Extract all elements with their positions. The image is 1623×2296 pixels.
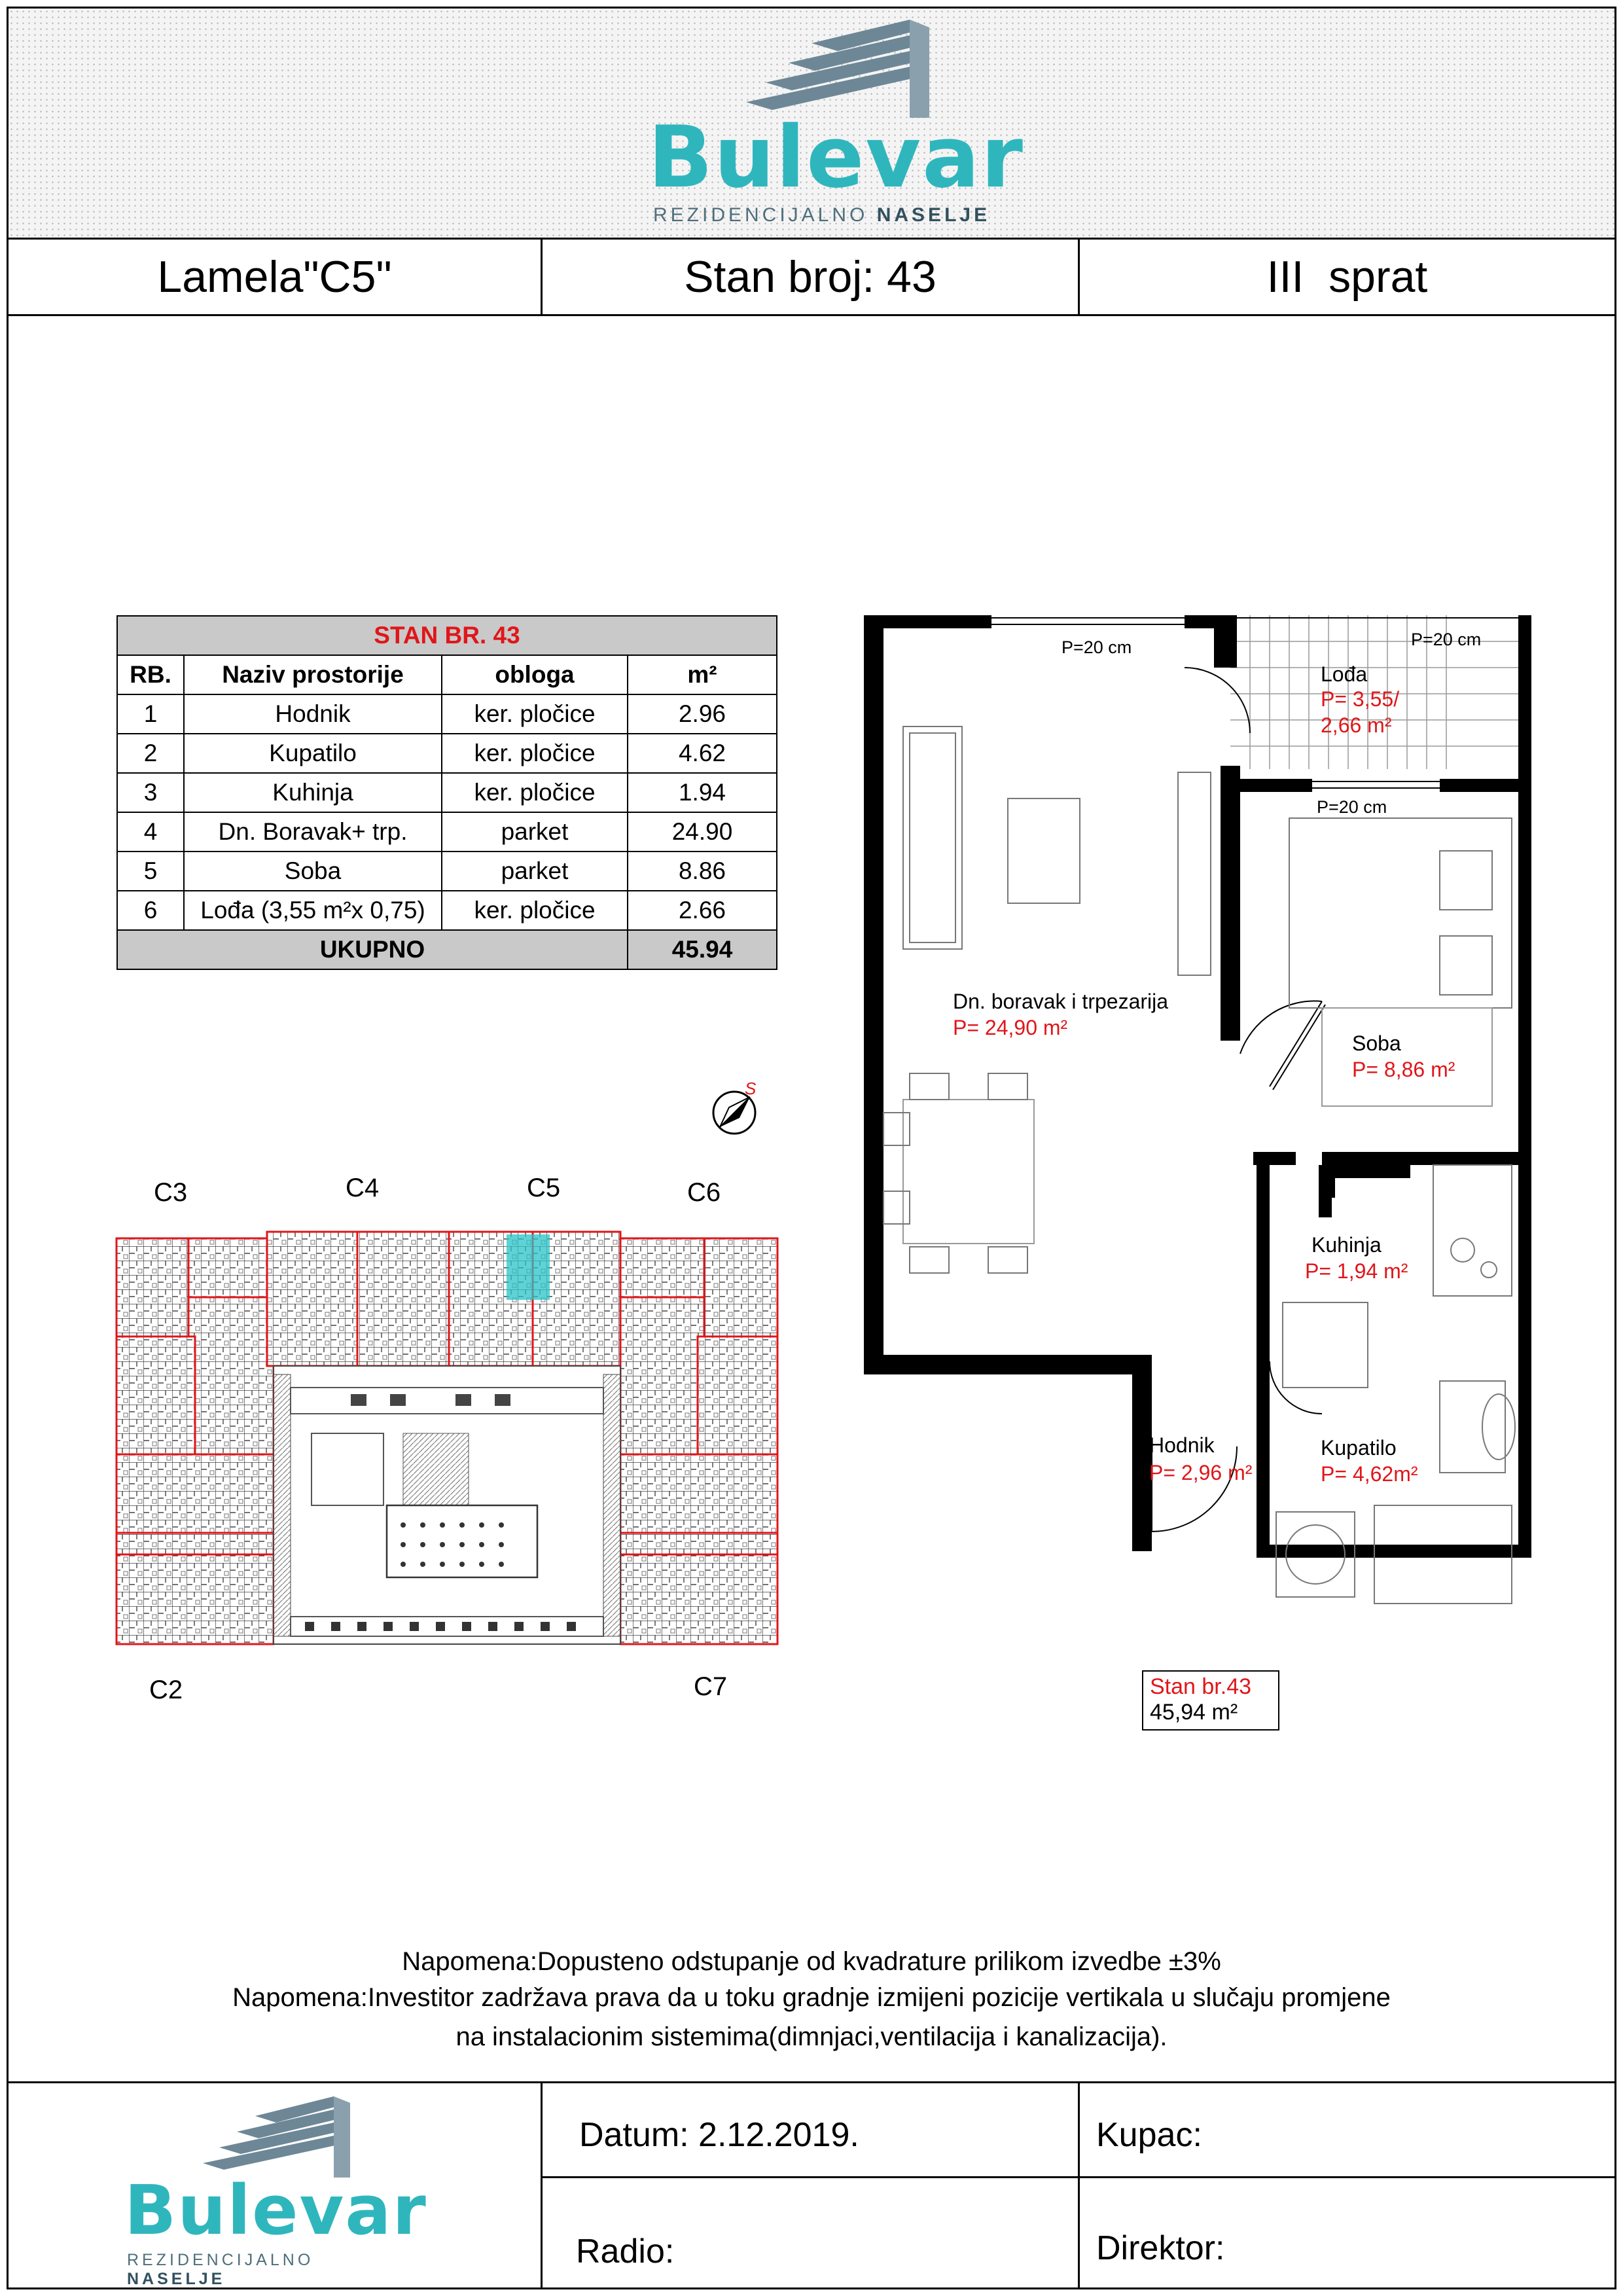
col-m2: m² bbox=[628, 655, 777, 694]
note-1: Napomena:Dopusteno odstupanje od kvadrature prilikom izvedbe ±3% bbox=[402, 1947, 1221, 1976]
cell-naziv: Lođa (3,55 m²x 0,75) bbox=[184, 891, 442, 930]
room-soba-name: Soba bbox=[1352, 1031, 1401, 1055]
footer-brand-subtitle-right: NASELJE bbox=[127, 2270, 226, 2288]
footer-logo bbox=[124, 2091, 427, 2288]
lamela-title: Lamela"C5" bbox=[157, 252, 392, 302]
divider bbox=[7, 2081, 1616, 2083]
room-loda-area-2: 2,66 m² bbox=[1321, 713, 1392, 737]
footer-brand-name: Bulevar bbox=[124, 2170, 427, 2250]
cell-m2: 1.94 bbox=[628, 773, 777, 812]
sill-label-3: P=20 cm bbox=[1317, 797, 1387, 817]
divider bbox=[1078, 2081, 1080, 2289]
rooms-table bbox=[116, 615, 777, 970]
label-c2: C2 bbox=[149, 1676, 183, 1704]
room-loda-name: Lođa bbox=[1321, 662, 1368, 686]
room-kupatilo-area: P= 4,62m² bbox=[1321, 1462, 1418, 1486]
room-kupatilo-name: Kupatilo bbox=[1321, 1436, 1397, 1460]
room-hodnik-area: P= 2,96 m² bbox=[1149, 1461, 1253, 1484]
note-3: na instalacionim sistemima(dimnjaci,ventilacija i kanalizacija). bbox=[455, 2022, 1168, 2051]
cell-rb: 4 bbox=[117, 812, 184, 852]
cell-naziv: Kuhinja bbox=[184, 773, 442, 812]
table-row bbox=[117, 812, 777, 852]
cell-m2: 2.66 bbox=[628, 891, 777, 930]
summary-title: Stan br.43 bbox=[1150, 1674, 1252, 1699]
table-title: STAN BR. 43 bbox=[117, 616, 777, 655]
footer-direktor: Direktor: bbox=[1096, 2229, 1225, 2267]
label-c6: C6 bbox=[687, 1178, 721, 1207]
table-header-row bbox=[117, 655, 777, 694]
brand-logo bbox=[648, 13, 1024, 236]
apartment-summary-box bbox=[1142, 1670, 1279, 1731]
room-hodnik-name: Hodnik bbox=[1149, 1433, 1215, 1457]
table-row bbox=[117, 891, 777, 930]
summary-area: 45,94 m² bbox=[1150, 1700, 1238, 1725]
table-row bbox=[117, 734, 777, 773]
table-row bbox=[117, 852, 777, 891]
site-plan bbox=[115, 1217, 780, 1662]
cell-m2: 4.62 bbox=[628, 734, 777, 773]
sill-label-2: P=20 cm bbox=[1411, 630, 1482, 649]
table-total-row bbox=[117, 930, 777, 969]
cell-obloga: ker. pločice bbox=[442, 694, 628, 734]
col-obloga: obloga bbox=[442, 655, 628, 694]
building-logo-icon bbox=[124, 2091, 412, 2183]
sill-label-1: P=20 cm bbox=[1061, 637, 1132, 657]
room-loda-area-1: P= 3,55/ bbox=[1321, 687, 1400, 711]
cell-naziv: Hodnik bbox=[184, 694, 442, 734]
sprat-title: III sprat bbox=[1266, 252, 1428, 302]
col-rb: RB. bbox=[117, 655, 184, 694]
brand-subtitle-left: REZIDENCIJALNO bbox=[653, 204, 868, 226]
footer-datum: Datum: 2.12.2019. bbox=[579, 2116, 859, 2154]
table-row bbox=[117, 773, 777, 812]
cell-obloga: ker. pločice bbox=[442, 891, 628, 930]
cell-naziv: Kupatilo bbox=[184, 734, 442, 773]
footer-brand-subtitle-left: REZIDENCIJALNO bbox=[127, 2251, 314, 2269]
brand-name: Bulevar bbox=[648, 107, 1024, 207]
cell-naziv: Dn. Boravak+ trp. bbox=[184, 812, 442, 852]
cell-m2: 8.86 bbox=[628, 852, 777, 891]
cell-obloga: parket bbox=[442, 852, 628, 891]
room-kuhinja-area: P= 1,94 m² bbox=[1305, 1259, 1408, 1283]
walls bbox=[864, 615, 1531, 1558]
compass-letter: S bbox=[745, 1079, 757, 1098]
cell-rb: 5 bbox=[117, 852, 184, 891]
room-dnevni-area: P= 24,90 m² bbox=[953, 1016, 1068, 1039]
cell-rb: 1 bbox=[117, 694, 184, 734]
label-c5: C5 bbox=[527, 1174, 561, 1202]
compass-icon bbox=[707, 1080, 766, 1139]
divider bbox=[7, 314, 1616, 316]
label-c3: C3 bbox=[154, 1178, 188, 1207]
cell-rb: 6 bbox=[117, 891, 184, 930]
footer-radio: Radio: bbox=[576, 2233, 675, 2270]
cell-obloga: parket bbox=[442, 812, 628, 852]
label-c7: C7 bbox=[694, 1672, 728, 1701]
courtyard bbox=[274, 1366, 620, 1644]
col-naziv: Naziv prostorije bbox=[184, 655, 442, 694]
cell-rb: 3 bbox=[117, 773, 184, 812]
room-dnevni-name: Dn. boravak i trpezarija bbox=[953, 990, 1169, 1013]
highlighted-apartment bbox=[507, 1234, 550, 1300]
room-kuhinja-name: Kuhinja bbox=[1311, 1233, 1382, 1257]
cell-m2: 24.90 bbox=[628, 812, 777, 852]
stan-title: Stan broj: 43 bbox=[684, 252, 936, 302]
cell-obloga: ker. pločice bbox=[442, 773, 628, 812]
footer-kupac: Kupac: bbox=[1096, 2116, 1202, 2154]
brand-subtitle-right: NASELJE bbox=[876, 204, 991, 226]
room-soba-area: P= 8,86 m² bbox=[1352, 1058, 1455, 1081]
total-value: 45.94 bbox=[628, 930, 777, 969]
note-2: Napomena:Investitor zadržava prava da u toku gradnje izmijeni pozicije vertikala u slučaju promjene bbox=[232, 1983, 1391, 2012]
divider bbox=[541, 2176, 1616, 2178]
table-row bbox=[117, 694, 777, 734]
label-c4: C4 bbox=[346, 1174, 380, 1202]
cell-m2: 2.96 bbox=[628, 694, 777, 734]
cell-rb: 2 bbox=[117, 734, 184, 773]
divider bbox=[541, 2081, 543, 2289]
cell-obloga: ker. pločice bbox=[442, 734, 628, 773]
cell-naziv: Soba bbox=[184, 852, 442, 891]
total-label: UKUPNO bbox=[117, 930, 628, 969]
